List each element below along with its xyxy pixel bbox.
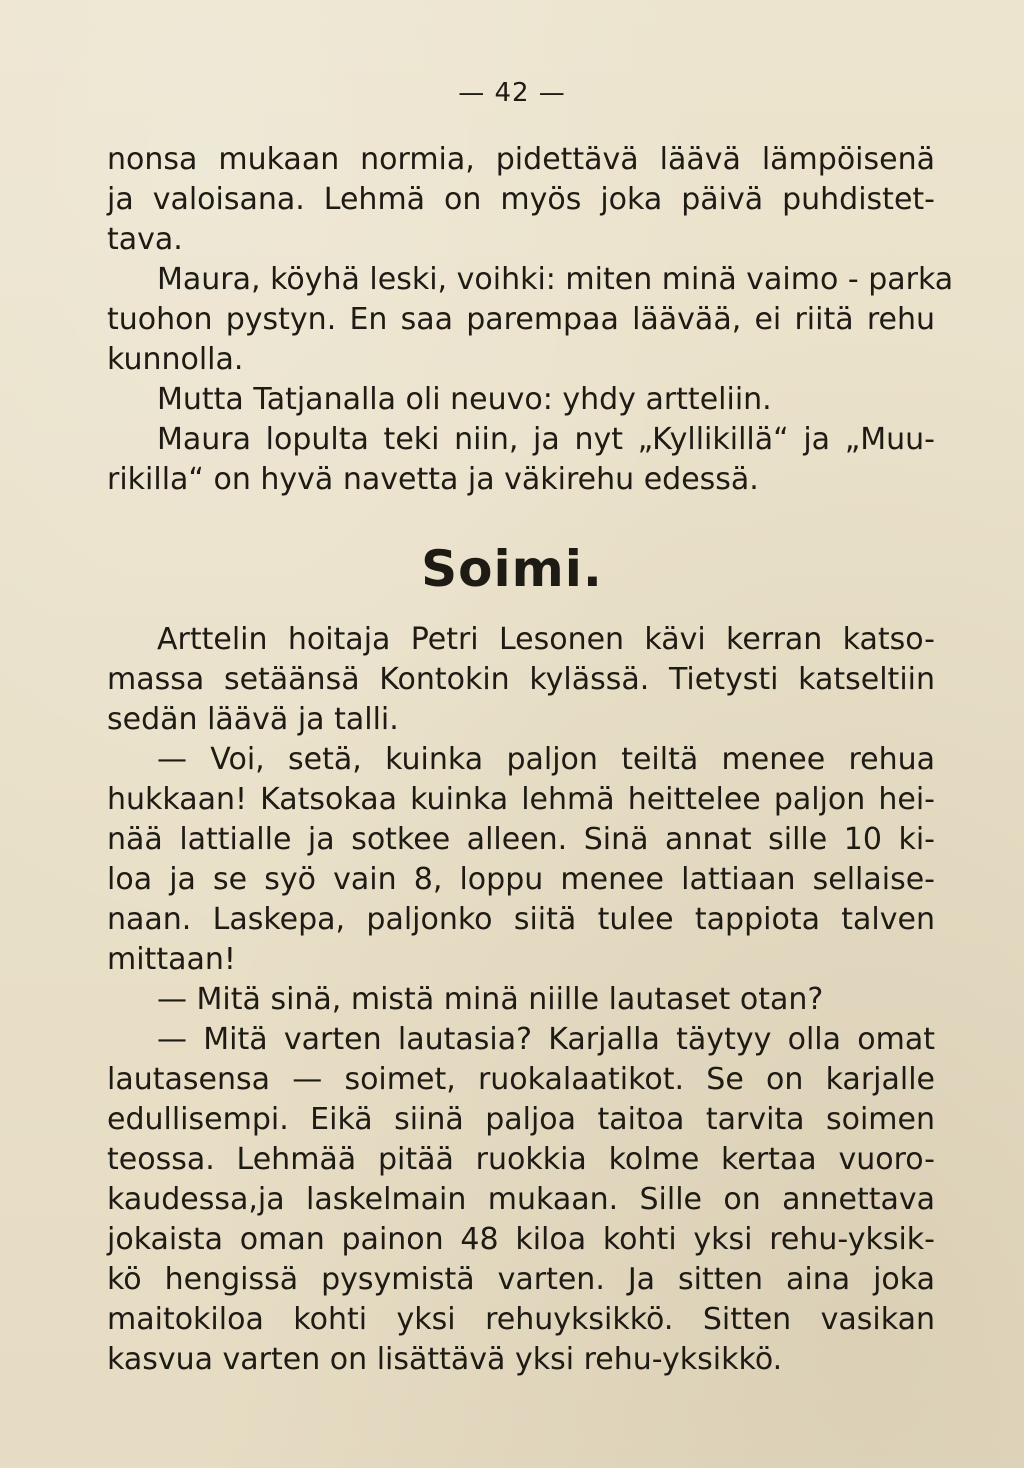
text-line: kaudessa,ja laskelmain mukaan. Sille on annettava (107, 1182, 935, 1217)
text-line: — Mitä varten lautasia? Karjalla täytyy olla omat (157, 1022, 935, 1057)
text-line: — Mitä sinä, mistä minä niille lautaset otan? (157, 982, 824, 1017)
page-number: — 42 — (458, 78, 566, 108)
text-line: loa ja se syö vain 8, loppu menee lattiaan sellaise- (107, 862, 935, 897)
text-line: nää lattialle ja sotkee alleen. Sinä annat sille 10 ki- (107, 822, 935, 857)
paragraph-group-intro (107, 140, 954, 500)
text-line: mittaan! (107, 942, 236, 977)
section-heading: Soimi. (421, 540, 603, 598)
text-line: lautasensa — soimet, ruokalaatikot. Se on karjalle (107, 1062, 935, 1097)
text-line: Mutta Tatjanalla oli neuvo: yhdy artteliin. (157, 382, 772, 417)
text-line: kunnolla. (107, 342, 244, 377)
text-line: tuohon pystyn. En saa parempaa läävää, ei riitä rehu (107, 302, 935, 337)
text-line: sedän läävä ja talli. (107, 702, 399, 737)
text-line: Maura, köyhä leski, voihki: miten minä vaimo - parka (157, 262, 954, 297)
text-line: maitokiloa kohti yksi rehuyksikkö. Sitten vasikan (107, 1302, 935, 1337)
text-line: — Voi, setä, kuinka paljon teiltä menee rehua (157, 742, 935, 777)
text-line: jokaista oman painon 48 kiloa kohti yksi rehu-yksik- (107, 1222, 935, 1257)
text-line: nonsa mukaan normia, pidettävä läävä lämpöisenä (107, 142, 935, 177)
text-line: rikilla“ on hyvä navetta ja väkirehu edessä. (107, 462, 759, 497)
text-line: ja valoisana. Lehmä on myös joka päivä puhdistet- (107, 182, 935, 217)
text-line: kasvua varten on lisättävä yksi rehu-yksikkö. (107, 1342, 783, 1377)
text-line: Maura lopulta teki niin, ja nyt „Kyllikillä“ ja „Muu- (157, 422, 935, 457)
text-line: Arttelin hoitaja Petri Lesonen kävi kerran katso- (157, 622, 935, 657)
text-line: hukkaan! Katsokaa kuinka lehmä heittelee paljon hei- (107, 782, 935, 817)
text-line: massa setäänsä Kontokin kylässä. Tietysti katseltiin (107, 662, 935, 697)
text-line: edullisempi. Eikä siinä paljoa taitoa tarvita soimen (107, 1102, 935, 1137)
text-line: tava. (107, 222, 183, 257)
text-line: teossa. Lehmää pitää ruokkia kolme kertaa vuoro- (107, 1142, 935, 1177)
paragraph-group-soimi (107, 620, 935, 1380)
text-line: naan. Laskepa, paljonko siitä tulee tappiota talven (107, 902, 935, 937)
text-line: kö hengissä pysymistä varten. Ja sitten aina joka (107, 1262, 935, 1297)
